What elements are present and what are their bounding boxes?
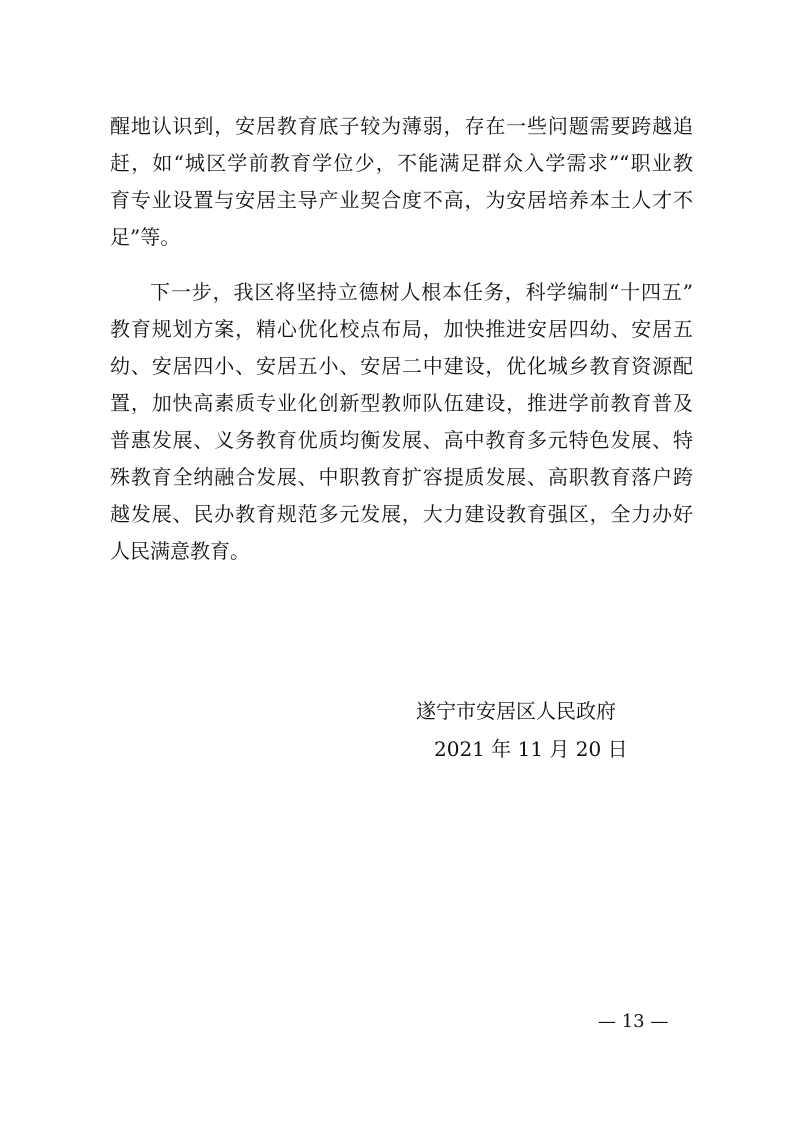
- text-line: 下一步，我区将坚持立德树人根本任务，科学编制“十四五”: [150, 280, 693, 304]
- text-line: 幼、安居四小、安居五小、安居二中建设，优化城乡教育资源配: [110, 354, 693, 378]
- text-line: 殊教育全纳融合发展、中职教育扩容提质发展、高职教育落户跨: [110, 465, 693, 489]
- text-line: 普惠发展、义务教育优质均衡发展、高中教育多元特色发展、特: [110, 428, 693, 452]
- signature-date: 2021 年 11 月 20 日: [434, 737, 628, 761]
- text-line: 醒地认识到，安居教育底子较为薄弱，存在一些问题需要跨越追: [110, 114, 693, 138]
- paragraph: [110, 274, 693, 570]
- text-line: 人民满意教育。: [110, 539, 250, 563]
- text-line: 足”等。: [110, 225, 181, 249]
- text-line: 越发展、民办教育规范多元发展，大力建设教育强区，全力办好: [110, 502, 693, 526]
- signature-organization: 遂宁市安居区人民政府: [416, 699, 616, 723]
- text-line: 赶，如“城区学前教育学位少，不能满足群众入学需求”“职业教: [110, 151, 693, 175]
- text-line: 置，加快高素质专业化创新型教师队伍建设，推进学前教育普及: [110, 391, 693, 415]
- text-line: 育专业设置与安居主导产业契合度不高，为安居培养本土人才不: [110, 188, 693, 212]
- page-number: — 13 —: [598, 1011, 669, 1032]
- text-line: 教育规划方案，精心优化校点布局，加快推进安居四幼、安居五: [110, 317, 693, 341]
- paragraph: [110, 108, 693, 256]
- document-body: [110, 108, 693, 570]
